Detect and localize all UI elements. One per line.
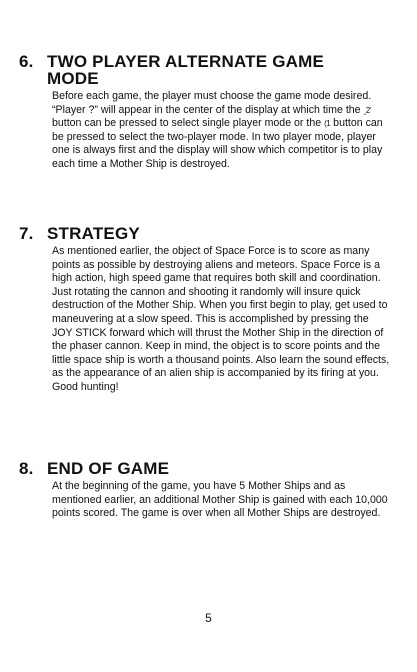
section-heading [0, 225, 417, 242]
section-title-line-2: MODE [47, 69, 99, 88]
page-number: 5 [205, 611, 212, 625]
key-two-symbol: ‸2’ [363, 105, 371, 115]
section-title [47, 53, 387, 87]
section-number: 6. [19, 52, 34, 71]
section-title: END OF GAME [47, 459, 170, 478]
section-title: STRATEGY [47, 224, 140, 243]
section-end-of-game [0, 460, 417, 521]
section-two-player-mode [0, 53, 417, 172]
key-one-symbol: (1 [324, 119, 331, 129]
section-strategy [0, 225, 417, 395]
body-text-part-2: button can be pressed to select single player mode or the [52, 117, 322, 130]
section-paragraph: As mentioned earlier, the object of Space Force is to score as many points as possible by destroying aliens and meteors. Space Force is a high action, high speed game that requires both skill and coordination. Just rotating the cannon and shooting it randomly will insure quick destruction of the Mother Ship. When you first begin to play, get used to maneuvering at a slow speed. This is accomplished by pressing the JOY STICK forward which will thrust the Mother Ship in the direction of the phaser cannon. Keep in mind, the object is to score points and the little space ship is worth a thousand points. Also learn the sound effects, as the appearance of an alien ship is accompanied by its firing at you. Good hunting! [52, 245, 390, 393]
section-number: 8. [19, 459, 34, 478]
section-body [52, 90, 390, 172]
section-heading [0, 53, 417, 87]
section-paragraph [52, 90, 390, 172]
body-text-part-1: Before each game, the player must choose the game mode desired. “Player ?” will appear in the center of the display at which time the [52, 90, 372, 116]
body-text-part-3: button can be pressed to select the two-player mode. In two player mode, player one is always first and the display will show which competitor is to play each time a Mother Ship is destroyed. [52, 117, 383, 170]
section-title-line-1: TWO PLAYER ALTERNATE GAME [47, 52, 324, 71]
section-heading [0, 460, 417, 477]
section-number: 7. [19, 224, 34, 243]
section-paragraph: At the beginning of the game, you have 5 Mother Ships and as mentioned earlier, an additional Mother Ship is gained with each 10,000 points scored. The game is over when all Mother Ships are destroyed. [52, 480, 388, 520]
section-body [52, 245, 390, 395]
section-body [52, 480, 390, 521]
